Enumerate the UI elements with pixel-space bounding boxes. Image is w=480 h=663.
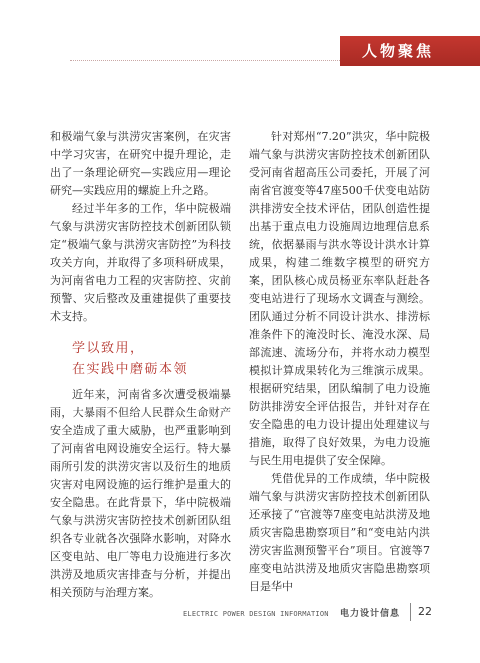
section-title: 人物聚焦 — [362, 42, 435, 60]
left-column — [50, 128, 231, 602]
subheading — [50, 338, 231, 380]
header-divider — [70, 60, 340, 61]
page-number: 22 — [418, 605, 432, 618]
footer-publication-cn: 电力设计信息 — [340, 609, 401, 619]
subheading-line-2: 在实践中磨砺本领 — [72, 362, 189, 377]
right-column — [249, 128, 430, 596]
footer-divider — [410, 603, 411, 621]
left-paragraph-2: 经过半年多的工作，华中院极端气象与洪涝灾害防控技术创新团队锁定“极端气象与洪涝灾害防控”为科技攻关方向，并取得了多项科研成果，为河南省电力工程的灾害防控、灾前预警、灾后整改及重建提供了重要技术支持。 — [50, 202, 231, 323]
footer-publication-en: ELECTRIC POWER DESIGN INFORMATION — [183, 610, 329, 618]
left-paragraph-3: 近年来，河南省多次遭受极端暴雨，大暴雨不但给人民群众生命财产安全造成了重大威胁，也严重影响到了河南省电网设施安全运行。特大暴雨所引发的洪涝灾害以及衍生的地质灾害对电网设施的运行维护是重大的安全隐患。在此背景下，华中院极端气象与洪涝灾害防控技术创新团队组织各专业就各次强降水影响，对降水区变电站、电厂等电力设施进行多次洪涝及地质灾害排查与分析，并提出相关预防与治理方案。 — [50, 388, 231, 599]
left-paragraph-1: 和极端气象与洪涝灾害案例，在灾害中学习灾害，在研究中提升理论，走出了一条理论研究—实践应用—理论研究—实践应用的螺旋上升之路。 — [50, 130, 231, 197]
subheading-line-1: 学以致用， — [72, 341, 145, 356]
right-paragraph-1: 针对郑州“7.20”洪灾，华中院极端气象与洪涝灾害防控技术创新团队受河南省超高压公司委托，开展了河南省官渡变等47座500千伏变电站防洪排涝安全技术评估，团队创造性提出基于重点电力设施周边地理信息系统，依据暴雨与洪水等设计洪水计算成果，构建二维数字模型的研究方案，团队核心成员杨亚东率队赶赴各变电站进行了现场水文调查与测绘。团队通过分析不同设计洪水、排涝标准条件下的淹没时长、淹没水深、局部流速、流场分布，并将水动力模型模拟计算成果转化为三维演示成果。根据研究结果，团队编制了电力设施防洪排涝安全评估报告，并针对存在安全隐患的电力设计提出处理建议与措施，取得了良好效果，为电力设施与民生用电提供了安全保障。 — [249, 130, 430, 467]
right-paragraph-2: 凭借优异的工作成绩，华中院极端气象与洪涝灾害防控技术创新团队还承接了“官渡等7座变电站洪涝及地质灾害隐患勘察项目”和“变电站内洪涝灾害监测预警平台”项目。官渡等7座变电站洪涝及地质灾害隐患勘察项目是华中 — [249, 472, 430, 593]
